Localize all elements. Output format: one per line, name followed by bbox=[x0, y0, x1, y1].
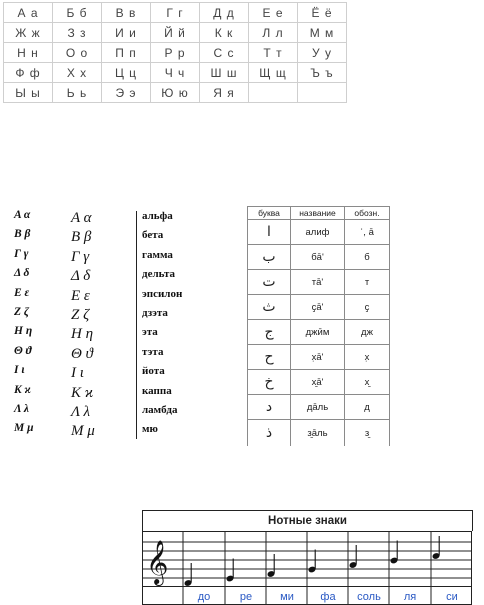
cyrillic-letter-cell: Ф ф bbox=[4, 63, 53, 83]
arabic-designation: ʾ, ā bbox=[345, 220, 390, 245]
arabic-letter-name: дāль bbox=[291, 395, 345, 420]
greek-letter-italic: Ζ ζ bbox=[71, 307, 90, 323]
treble-clef-icon: 𝄞 bbox=[146, 540, 169, 584]
greek-letter-pair: Α α bbox=[14, 209, 31, 221]
greek-letter-name: йота bbox=[142, 365, 165, 378]
greek-alphabet-block bbox=[14, 209, 186, 442]
arabic-header-name: название bbox=[291, 207, 345, 220]
greek-letter-pair: Ι ι bbox=[14, 364, 25, 377]
greek-letter-name: альфа bbox=[142, 210, 173, 222]
arabic-row bbox=[248, 245, 390, 270]
cyrillic-letter-cell: З з bbox=[53, 23, 102, 43]
music-staff bbox=[142, 531, 473, 605]
arabic-letter: ث bbox=[248, 295, 291, 320]
arabic-designation: х̣ bbox=[345, 345, 390, 370]
greek-letter-name: дельта bbox=[142, 268, 176, 281]
arabic-designation: з̱ bbox=[345, 420, 390, 447]
greek-row bbox=[14, 403, 186, 422]
arabic-letter: ج bbox=[248, 320, 291, 345]
greek-letter-name: гамма bbox=[142, 248, 173, 261]
greek-letter-italic: Λ λ bbox=[71, 404, 91, 420]
cyrillic-letter-cell: А а bbox=[4, 3, 53, 23]
greek-letter-pair: Κ ϰ bbox=[14, 383, 32, 396]
cyrillic-letter-cell: М м bbox=[298, 23, 347, 43]
arabic-row bbox=[248, 270, 390, 295]
arabic-letter: ب bbox=[248, 245, 291, 270]
cyrillic-letter-cell: Ш ш bbox=[200, 63, 249, 83]
cyrillic-letter-cell: Ю ю bbox=[151, 83, 200, 103]
arabic-row bbox=[248, 420, 390, 447]
arabic-designation: т bbox=[345, 270, 390, 295]
arabic-letter: ا bbox=[248, 220, 291, 245]
cyrillic-letter-cell: Б б bbox=[53, 3, 102, 23]
arabic-letter-name: тā' bbox=[291, 270, 345, 295]
greek-letter-pair: Β β bbox=[14, 228, 31, 241]
arabic-letter: ح bbox=[248, 345, 291, 370]
cyrillic-letter-cell: Ы ы bbox=[4, 83, 53, 103]
greek-letter-italic: Μ μ bbox=[71, 423, 95, 440]
cyrillic-letter-cell: П п bbox=[102, 43, 151, 63]
arabic-letter: ت bbox=[248, 270, 291, 295]
cyrillic-letter-cell: Ъ ъ bbox=[298, 63, 347, 83]
arabic-alphabet-table bbox=[247, 206, 390, 446]
arabic-row bbox=[248, 345, 390, 370]
arabic-letter: ذ bbox=[248, 420, 291, 447]
cyrillic-letter-cell: Н н bbox=[4, 43, 53, 63]
arabic-letter-name: бā' bbox=[291, 245, 345, 270]
greek-letter-pair: Δ δ bbox=[14, 267, 30, 280]
cyrillic-row bbox=[4, 3, 347, 23]
greek-row bbox=[14, 228, 186, 247]
cyrillic-letter-cell: Щ щ bbox=[249, 63, 298, 83]
greek-letter-italic: Β β bbox=[71, 229, 92, 246]
cyrillic-letter-cell: И и bbox=[102, 23, 151, 43]
arabic-designation: д bbox=[345, 395, 390, 420]
arabic-header-letter: буква bbox=[248, 207, 291, 220]
cyrillic-letter-cell: В в bbox=[102, 3, 151, 23]
cyrillic-letter-cell: Ё ё bbox=[298, 3, 347, 23]
greek-letter-italic: Γ γ bbox=[71, 248, 90, 265]
arabic-row bbox=[248, 220, 390, 245]
greek-letter-pair: Μ μ bbox=[14, 422, 34, 435]
arabic-letter-name: х̣ā' bbox=[291, 345, 345, 370]
notes-title: Нотные знаки bbox=[142, 510, 473, 531]
greek-row bbox=[14, 325, 186, 344]
note-name-label: си bbox=[446, 591, 458, 603]
arabic-designation: х̱ bbox=[345, 370, 390, 395]
greek-letter-name: ламбда bbox=[142, 404, 178, 416]
arabic-designation: ҫ bbox=[345, 295, 390, 320]
arabic-row bbox=[248, 295, 390, 320]
cyrillic-row bbox=[4, 43, 347, 63]
cyrillic-letter-cell: С с bbox=[200, 43, 249, 63]
greek-letter-pair: Λ λ bbox=[14, 403, 30, 415]
cyrillic-letter-cell: О о bbox=[53, 43, 102, 63]
greek-letter-italic: Δ δ bbox=[71, 268, 91, 285]
cyrillic-letter-cell: Й й bbox=[151, 23, 200, 43]
cyrillic-letter-cell: У у bbox=[298, 43, 347, 63]
greek-letter-italic: Θ ϑ bbox=[71, 345, 93, 362]
cyrillic-letter-cell: Е е bbox=[249, 3, 298, 23]
cyrillic-letter-cell: Ц ц bbox=[102, 63, 151, 83]
greek-letter-pair: Η η bbox=[14, 325, 33, 338]
greek-row bbox=[14, 287, 186, 306]
arabic-letter-name: х̱ā' bbox=[291, 370, 345, 395]
cyrillic-letter-cell bbox=[298, 83, 347, 103]
greek-letter-italic: Ι ι bbox=[71, 365, 84, 382]
arabic-row bbox=[248, 370, 390, 395]
cyrillic-row bbox=[4, 83, 347, 103]
cyrillic-letter-cell: Ж ж bbox=[4, 23, 53, 43]
note-name-label: ля bbox=[403, 591, 417, 603]
greek-row bbox=[14, 364, 186, 383]
arabic-letter-name: алиф bbox=[291, 220, 345, 245]
arabic-letter-name: джӣм bbox=[291, 320, 345, 345]
arabic-header-designation: обозн. bbox=[345, 207, 390, 220]
greek-letter-name: дзэта bbox=[142, 307, 168, 319]
greek-row bbox=[14, 267, 186, 286]
greek-letter-name: мю bbox=[142, 423, 158, 436]
cyrillic-letter-cell: К к bbox=[200, 23, 249, 43]
arabic-letter: خ bbox=[248, 370, 291, 395]
cyrillic-row bbox=[4, 23, 347, 43]
cyrillic-letter-cell bbox=[249, 83, 298, 103]
greek-letter-name: тэта bbox=[142, 345, 164, 358]
cyrillic-letter-cell: Я я bbox=[200, 83, 249, 103]
arabic-row bbox=[248, 320, 390, 345]
greek-row bbox=[14, 306, 186, 325]
arabic-designation: дж bbox=[345, 320, 390, 345]
note-name-label: фа bbox=[320, 591, 336, 603]
cyrillic-letter-cell: Л л bbox=[249, 23, 298, 43]
arabic-designation: б bbox=[345, 245, 390, 270]
greek-row bbox=[14, 248, 186, 267]
cyrillic-letter-cell: Р р bbox=[151, 43, 200, 63]
greek-letter-italic: Ε ε bbox=[71, 287, 90, 304]
greek-letter-name: эта bbox=[142, 326, 158, 339]
greek-row bbox=[14, 209, 186, 228]
greek-letter-pair: Γ γ bbox=[14, 247, 29, 260]
cyrillic-letter-cell: Т т bbox=[249, 43, 298, 63]
note-name-label: до bbox=[197, 591, 211, 603]
greek-letter-italic: Α α bbox=[71, 210, 92, 226]
cyrillic-letter-cell: Ч ч bbox=[151, 63, 200, 83]
note-name-label: ре bbox=[239, 591, 253, 603]
arabic-row bbox=[248, 395, 390, 420]
greek-letter-pair: Ζ ζ bbox=[14, 306, 29, 318]
arabic-letter-name: з̱āль bbox=[291, 420, 345, 447]
greek-letter-name: эпсилон bbox=[142, 287, 183, 300]
cyrillic-letter-cell: Ь ь bbox=[53, 83, 102, 103]
musical-notes-chart bbox=[142, 510, 473, 605]
cyrillic-letter-cell: Г г bbox=[151, 3, 200, 23]
note-name-label: соль bbox=[357, 591, 381, 603]
greek-row bbox=[14, 384, 186, 403]
greek-letter-name: бета bbox=[142, 229, 164, 242]
arabic-letter: د bbox=[248, 395, 291, 420]
greek-letter-italic: Κ ϰ bbox=[71, 384, 94, 401]
greek-letter-pair: Θ ϑ bbox=[14, 344, 32, 357]
cyrillic-alphabet-table bbox=[3, 2, 347, 103]
greek-letter-italic: Η η bbox=[71, 326, 94, 343]
cyrillic-letter-cell: Х х bbox=[53, 63, 102, 83]
cyrillic-letter-cell: Э э bbox=[102, 83, 151, 103]
cyrillic-row bbox=[4, 63, 347, 83]
cyrillic-letter-cell: Д д bbox=[200, 3, 249, 23]
greek-row bbox=[14, 422, 186, 441]
greek-row bbox=[14, 345, 186, 364]
greek-letter-name: каппа bbox=[142, 384, 172, 397]
greek-letter-pair: Ε ε bbox=[14, 286, 30, 299]
arabic-letter-name: ҫā' bbox=[291, 295, 345, 320]
note-name-label: ми bbox=[280, 591, 294, 603]
